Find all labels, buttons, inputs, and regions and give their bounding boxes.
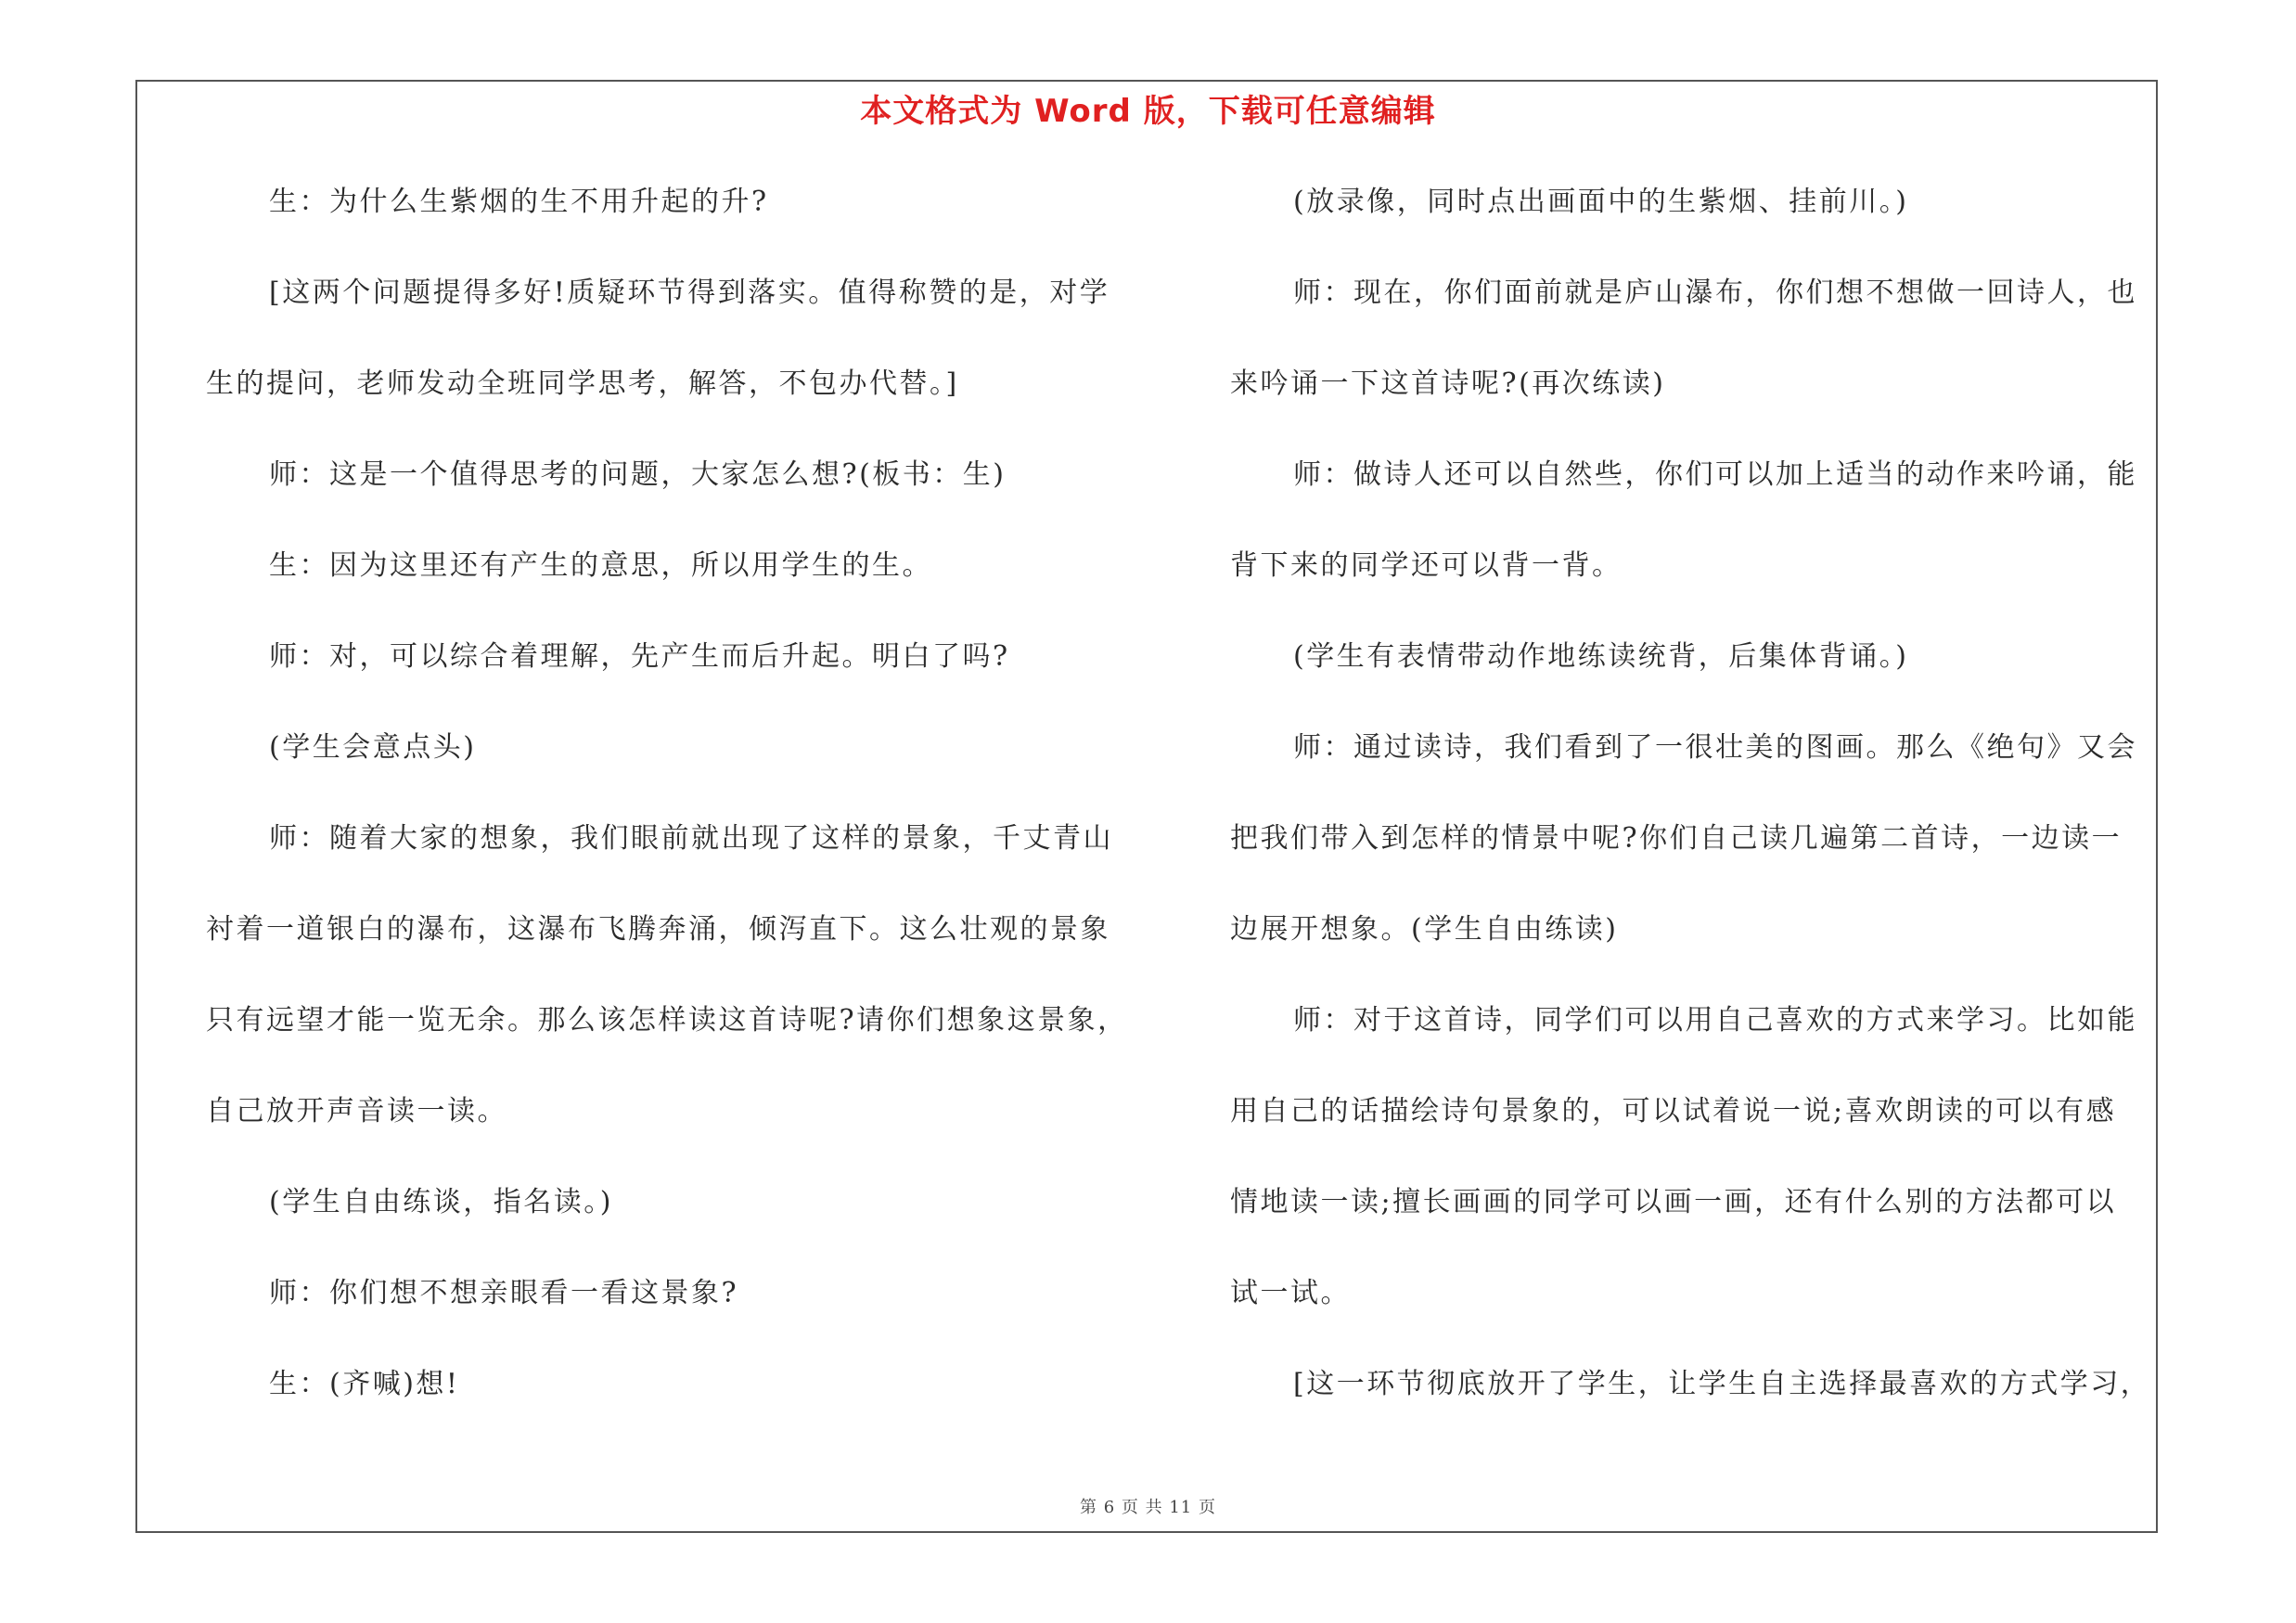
- paragraph-line: (放录像，同时点出画面中的生紫烟、挂前川。): [1293, 186, 1909, 218]
- paragraph-line: 只有远望才能一览无余。那么该怎样读这首诗呢?请你们想象这景象，: [206, 1004, 1128, 1037]
- paragraph-line: (学生有表情带动作地练读统背，后集体背诵。): [1293, 640, 1909, 673]
- paragraph-line: 边展开想象。(学生自由练读): [1230, 913, 1619, 946]
- paragraph-line: (学生会意点头): [269, 731, 477, 764]
- paragraph-line: 师：通过读诗，我们看到了一很壮美的图画。那么《绝句》又会: [1293, 731, 2137, 764]
- paragraph-line: 衬着一道银白的瀑布，这瀑布飞腾奔涌，倾泻直下。这么壮观的景象: [206, 913, 1110, 946]
- paragraph-line: 生：为什么生紫烟的生不用升起的升?: [269, 186, 769, 218]
- page-number: 第 6 页 共 11 页: [1080, 1498, 1216, 1517]
- paragraph-line: 师：这是一个值得思考的问题，大家怎么想?(板书：生): [269, 458, 1007, 491]
- paragraph-line: 师：对于这首诗，同学们可以用自己喜欢的方式来学习。比如能: [1293, 1004, 2137, 1037]
- paragraph-line: 把我们带入到怎样的情景中呢?你们自己读几遍第二首诗，一边读一: [1230, 822, 2123, 855]
- paragraph-line: 自己放开声音读一读。: [206, 1095, 507, 1127]
- paragraph-line: (学生自由练谈，指名读。): [269, 1186, 613, 1218]
- paragraph-line: 背下来的同学还可以背一背。: [1230, 549, 1623, 582]
- paragraph-line: 师：现在，你们面前就是庐山瀑布，你们想不想做一回诗人，也: [1293, 277, 2137, 309]
- paragraph-line: 师：你们想不想亲眼看一看这景象?: [269, 1277, 739, 1309]
- paragraph-line: 生：(齐喊)想!: [269, 1368, 460, 1400]
- paragraph-line: 用自己的话描绘诗句景象的，可以试着说一说;喜欢朗读的可以有感: [1230, 1095, 2117, 1127]
- paragraph-line: 师：随着大家的想象，我们眼前就出现了这样的景象，千丈青山: [269, 822, 1113, 855]
- paragraph-line: 生：因为这里还有产生的意思，所以用学生的生。: [269, 549, 932, 582]
- paragraph-line: 师：做诗人还可以自然些，你们可以加上适当的动作来吟诵，能: [1293, 458, 2137, 491]
- paragraph-line: 生的提问，老师发动全班同学思考，解答，不包办代替。]: [206, 367, 959, 400]
- paragraph-line: [这一环节彻底放开了学生，让学生自主选择最喜欢的方式学习，: [1293, 1368, 2151, 1400]
- paragraph-line: 师：对，可以综合着理解，先产生而后升起。明白了吗?: [269, 640, 1010, 673]
- paragraph-line: 来吟诵一下这首诗呢?(再次练读): [1230, 367, 1666, 400]
- paragraph-line: 情地读一读;擅长画画的同学可以画一画，还有什么别的方法都可以: [1230, 1186, 2117, 1218]
- paragraph-line: [这两个问题提得多好!质疑环节得到落实。值得称赞的是，对学: [269, 277, 1110, 309]
- paragraph-line: 试一试。: [1230, 1277, 1351, 1309]
- header-banner: 本文格式为 Word 版，下载可任意编辑: [860, 93, 1436, 130]
